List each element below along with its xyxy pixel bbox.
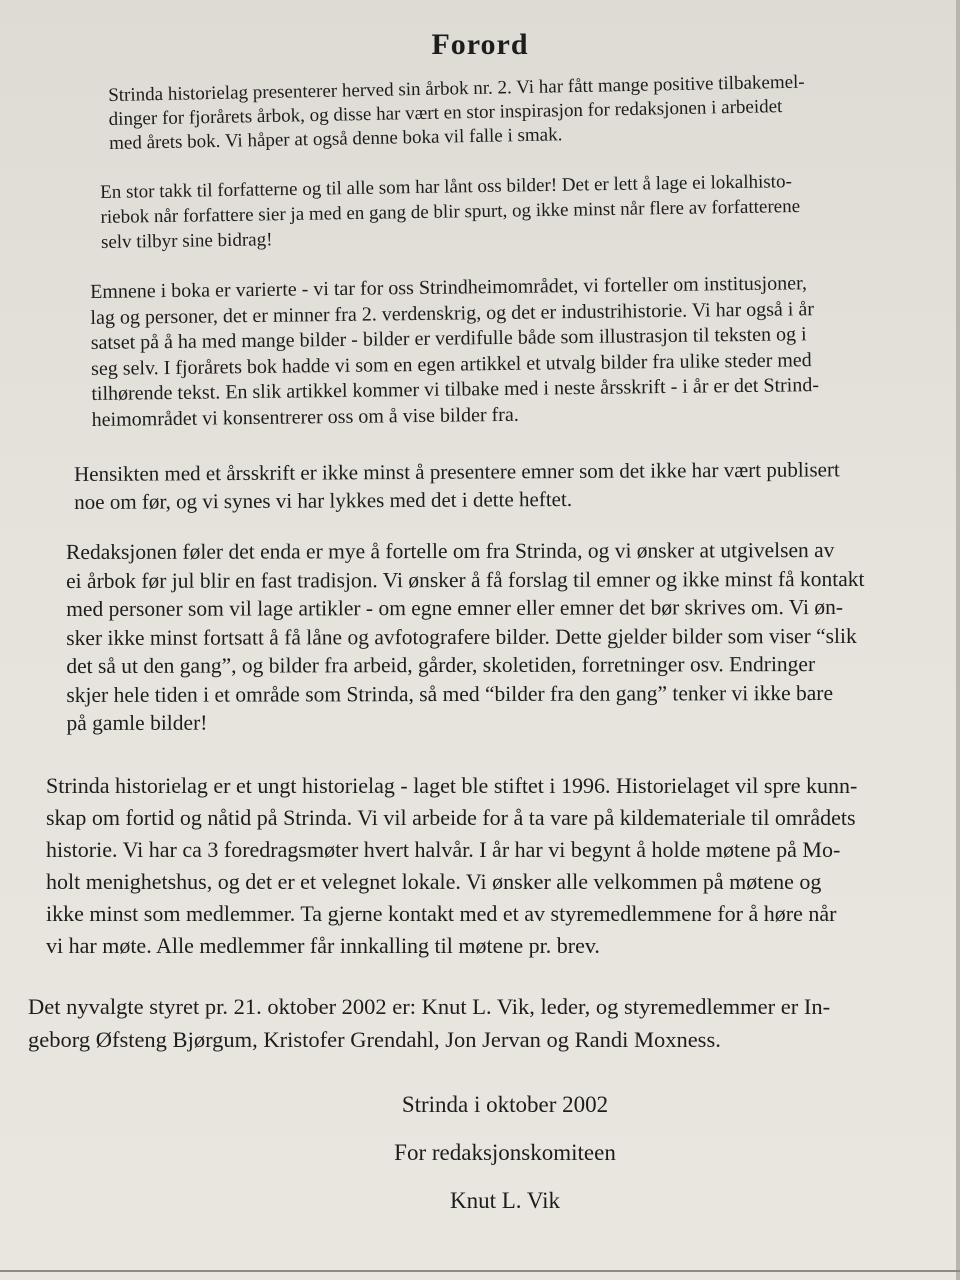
text-line: skap om fortid og nåtid på Strinda. Vi vil arbeide for å ta vare på kildemateriale til områdets	[46, 805, 856, 830]
text-line: Emnene i boka er varierte - vi tar for oss Strindheimområdet, vi forteller om institusjoner,	[90, 272, 808, 303]
text-line: seg selv. I fjorårets bok hadde vi som en egen artikkel et utvalg bilder fra ulike steder med	[90, 348, 812, 380]
text-line: ei årbok før jul blir en fast tradisjon. Vi ønsker å få forslag til emner og ikke minst få kontakt	[66, 566, 865, 593]
signature-place-date: Strinda i oktober 2002	[401, 1092, 609, 1117]
text-line: Redaksjonen føler det enda er mye å fortelle om fra Strinda, og vi ønsker at utgivelsen av	[66, 537, 835, 564]
text-line: med personer som vil lage artikler - om egne emner eller emner det bør skrives om. Vi øn-	[66, 594, 844, 621]
text-line: dinger for fjorårets årbok, og disse har vært en stor inspirasjon for redaksjonen i arbeidet	[108, 96, 783, 130]
page-title: Forord	[431, 28, 529, 61]
text-line: Hensikten med et årsskrift er ikke minst å presentere emner som det ikke har vært publisert	[74, 457, 840, 486]
paragraph-intro	[108, 71, 806, 156]
text-line: Strinda historielag er et ungt historielag - laget ble stiftet i 1996. Historielaget vil spre kunn-	[46, 773, 858, 798]
text-line: Strinda historielag presenterer herved sin årbok nr. 2. Vi har fått mange positive tilbakemel-	[108, 71, 805, 106]
text-line: vi har møte. Alle medlemmer får innkalling til møtene pr. brev.	[46, 933, 600, 958]
text-line: ikke minst som medlemmer. Ta gjerne kontakt med et av styremedlemmene for å høre når	[46, 901, 837, 926]
text-line: selv tilbyr sine bidrag!	[100, 229, 273, 253]
text-line: med årets bok. Vi håper at også denne boka vil falle i smak.	[108, 124, 563, 154]
text-line: på gamle bilder!	[66, 710, 208, 735]
paragraph-thanks	[100, 169, 801, 255]
text-line: skjer hele tiden i et område som Strinda, så med “bilder fra den gang” tenker vi ikke bare	[66, 680, 834, 707]
text-line: heimområdet vi konsentrerer oss om å vise bilder fra.	[91, 403, 519, 431]
text-line: riebok når forfattere sier ja med en gang de blir spurt, og ikke minst når flere av forfatterene	[100, 196, 801, 228]
text-line: tilhørende tekst. En slik artikkel kommer vi tilbake med i neste årsskrift - i år er det Strind-	[91, 374, 820, 405]
paragraph-topics	[90, 271, 819, 433]
text-line: sker ikke minst fortsatt å få låne og avfotografere bilder. Dette gjelder bilder som viser “slik	[66, 623, 857, 650]
text-line: Det nyvalgte styret pr. 21. oktober 2002 er: Knut L. Vik, leder, og styremedlemmer er In-	[28, 994, 831, 1019]
signature-committee: For redaksjonskomiteen	[394, 1140, 616, 1165]
text-line: satset på å ha med mange bilder - bilder er verdifulle både som illustrasjon til teksten og i	[90, 323, 807, 354]
text-line: noe om før, og vi synes vi har lykkes med det i dette heftet.	[74, 486, 573, 514]
paragraph-purpose	[74, 455, 840, 516]
text-line: lag og personer, det er minner fra 2. verdenskrig, og det er industrihistorie. Vi har også i år	[90, 297, 815, 329]
page-bottom-rule	[0, 1270, 960, 1272]
text-line: holt menighetshus, og det er et velegnet lokale. Vi ønsker alle velkommen på møtene og	[46, 869, 822, 894]
text-line: det så ut den gang”, og bilder fra arbeid, gårder, skoletiden, forretninger osv. Endringer	[66, 652, 816, 678]
signature-name: Knut L. Vik	[449, 1188, 560, 1213]
text-line: En stor takk til forfatterne og til alle som har lånt oss bilder! Det er lett å lage ei lokalhisto-	[100, 171, 792, 203]
page-edge	[956, 0, 960, 1280]
text-line: historie. Vi har ca 3 foredragsmøter hvert halvår. I år har vi begynt å holde møtene på Mo-	[46, 837, 841, 862]
text-line: geborg Øfsteng Bjørgum, Kristofer Grendahl, Jon Jervan og Randi Moxness.	[28, 1027, 721, 1052]
paragraph-society	[46, 770, 857, 962]
paragraph-editorial	[66, 536, 865, 738]
paragraph-board	[28, 990, 830, 1056]
